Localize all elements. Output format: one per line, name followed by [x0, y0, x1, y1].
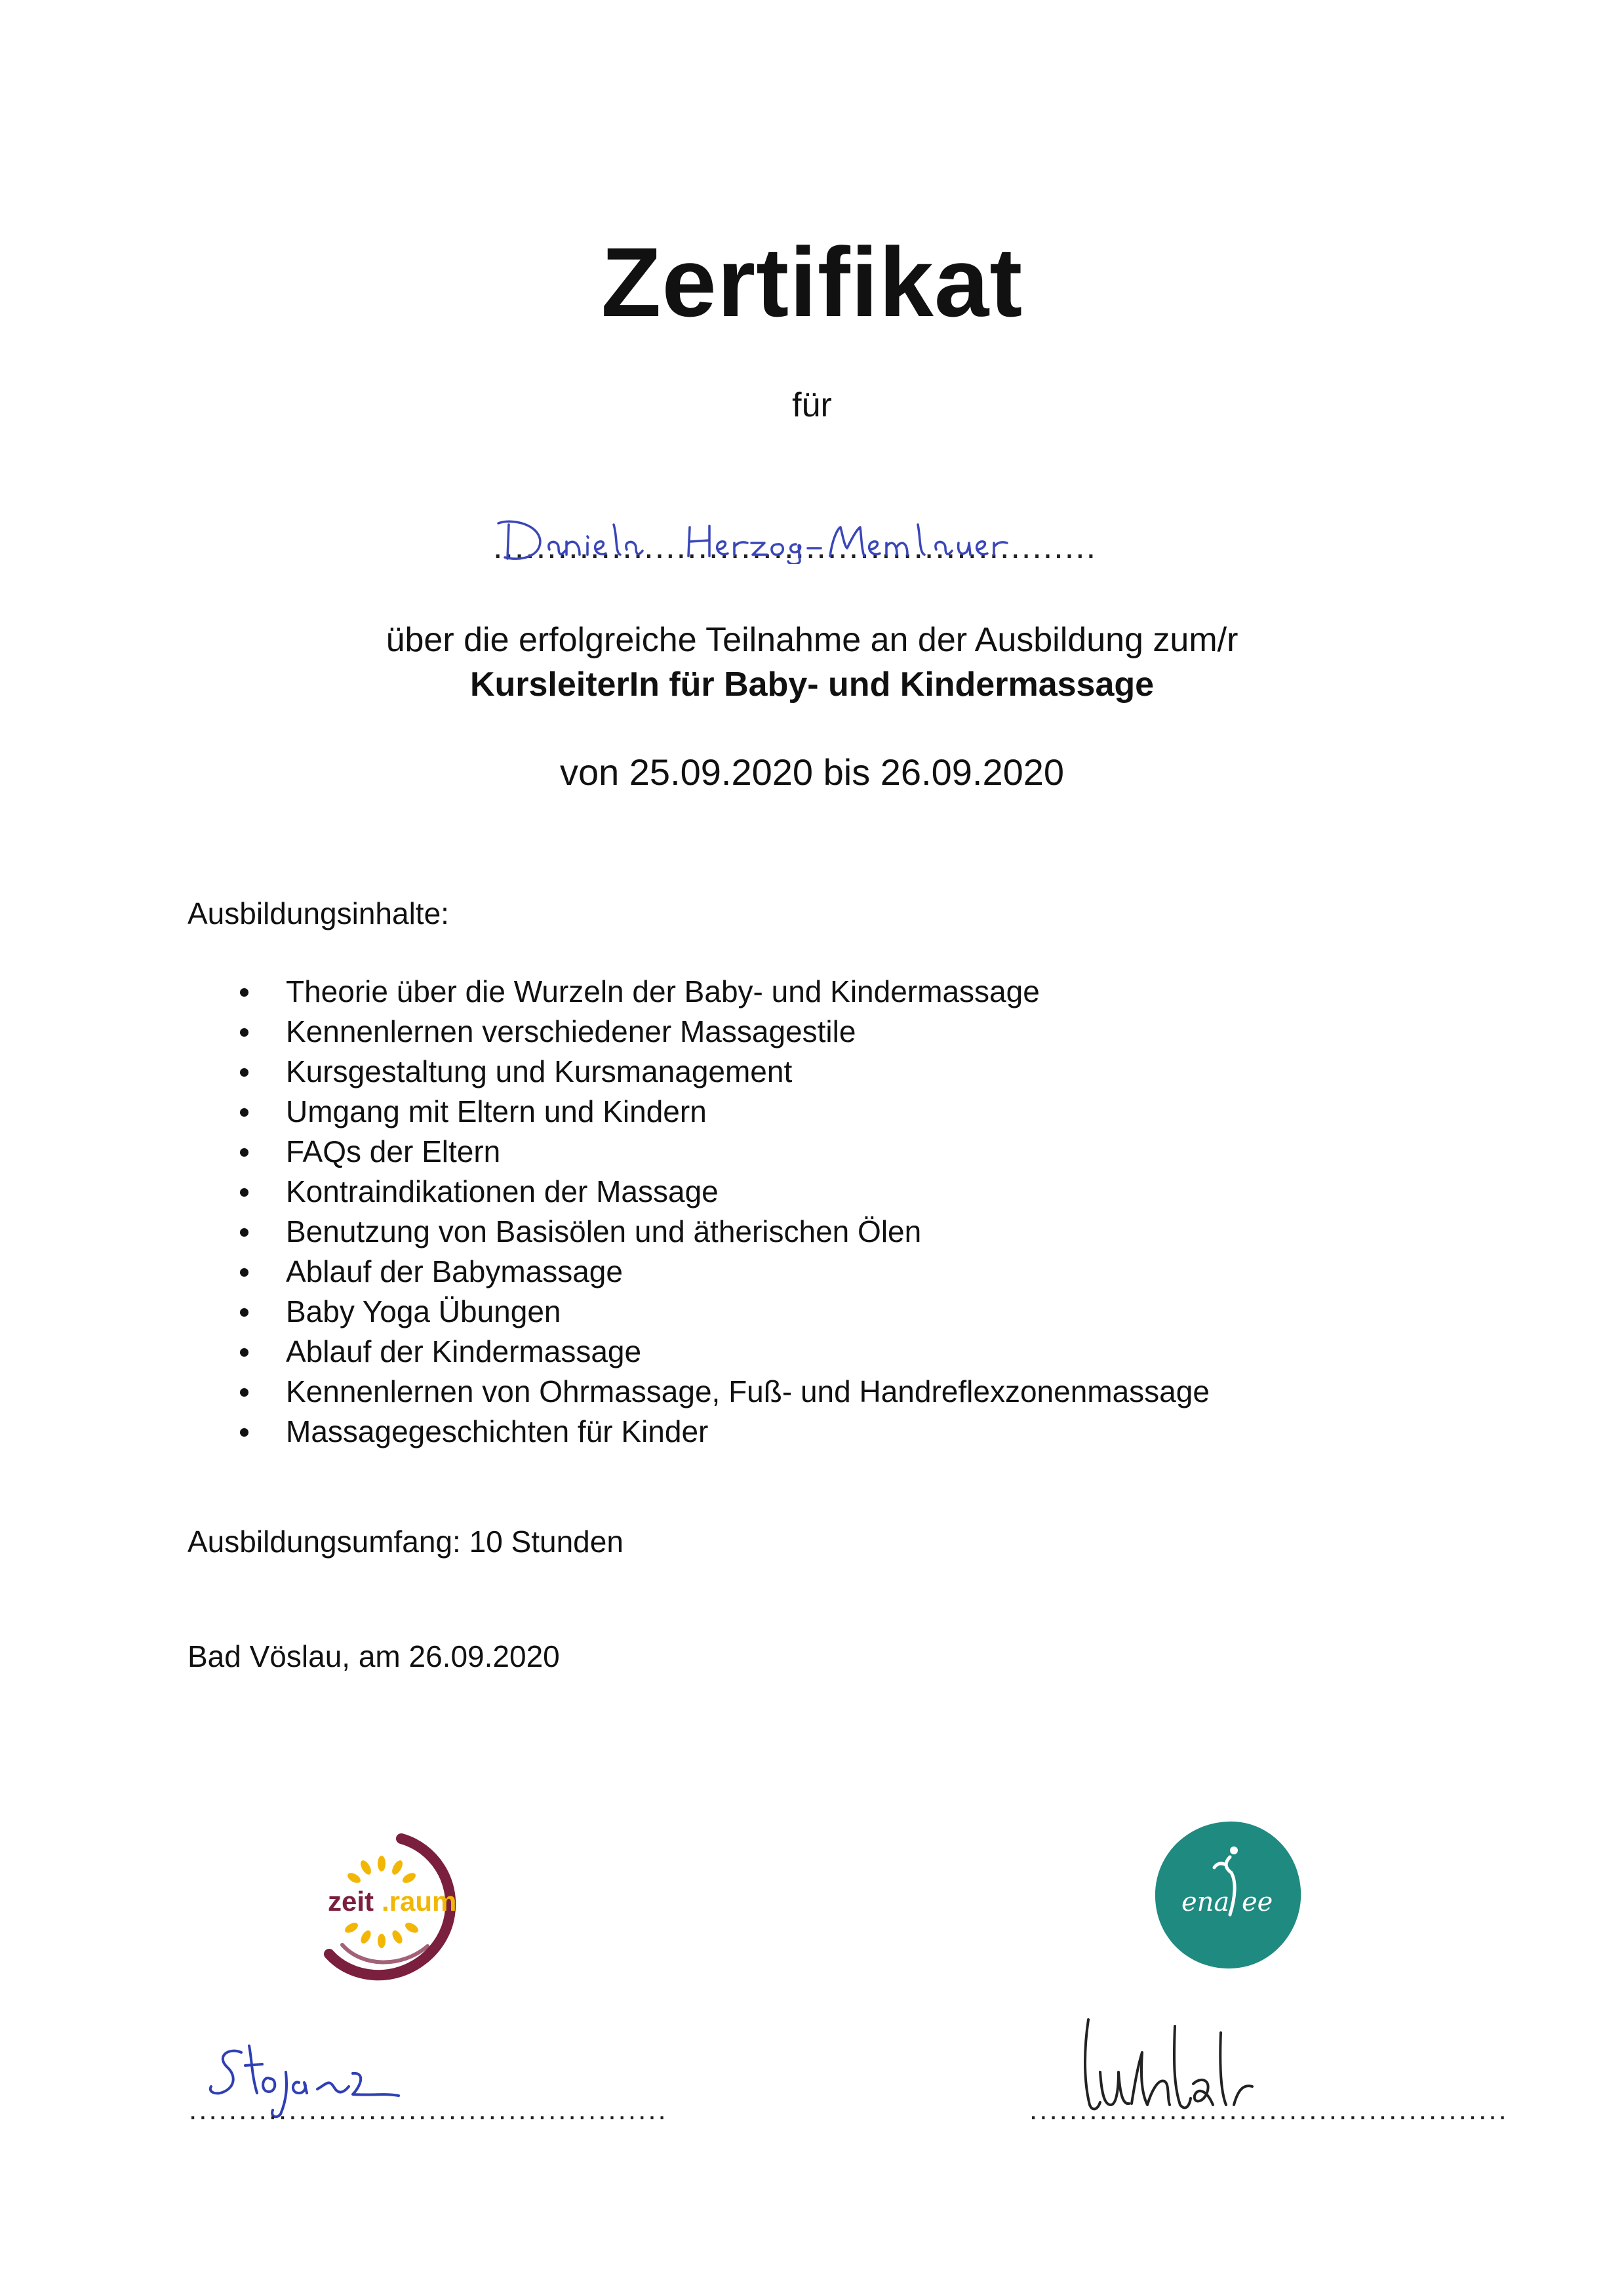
- contents-list: [188, 972, 1210, 1452]
- zeitraum-logo-icon: [303, 1829, 460, 1987]
- place-and-date: Bad Vöslau, am 26.09.2020: [188, 1639, 560, 1673]
- date-range: von 25.09.2020 bis 26.09.2020: [559, 751, 1065, 793]
- list-item: Kennenlernen verschiedener Massagestile: [188, 1012, 1210, 1052]
- list-item: Massagegeschichten für Kinder: [188, 1412, 1210, 1452]
- bullet-icon: [240, 1348, 248, 1357]
- list-item: Kontraindikationen der Massage: [188, 1172, 1210, 1212]
- bullet-icon: [240, 1148, 248, 1157]
- bullet-icon: [240, 1388, 248, 1397]
- bullet-icon: [240, 1028, 248, 1037]
- bullet-icon: [240, 1108, 248, 1117]
- svg-text:.raum: .raum: [382, 1886, 457, 1917]
- list-item: Ablauf der Kindermassage: [188, 1332, 1210, 1372]
- signature-left: [189, 2033, 668, 2126]
- recipient-handwritten-name: [493, 511, 1122, 564]
- svg-text:ee: ee: [1242, 1887, 1273, 1917]
- bullet-icon: [240, 1228, 248, 1237]
- for-label: für: [792, 386, 832, 424]
- signature-right-dots: ................................................: [1029, 2094, 1509, 2126]
- signature-right: [1029, 2006, 1509, 2126]
- list-item: Kennenlernen von Ohrmassage, Fuß- und Handreflexzonenmassage: [188, 1372, 1210, 1412]
- bullet-icon: [240, 1188, 248, 1197]
- recipient-name-field: [493, 518, 1122, 564]
- list-item: FAQs der Eltern: [188, 1132, 1210, 1172]
- signature-left-dots: ................................................: [189, 2094, 668, 2126]
- bullet-icon: [240, 1308, 248, 1317]
- intro-line: über die erfolgreiche Teilnahme an der Ausbildung zum/r: [386, 621, 1238, 659]
- training-scope: Ausbildungsumfang: 10 Stunden: [188, 1525, 624, 1559]
- list-item: Benutzung von Basisölen und ätherischen Ölen: [188, 1212, 1210, 1252]
- certificate-title: Zertifikat: [601, 227, 1023, 337]
- list-item: Theorie über die Wurzeln der Baby- und Kindermassage: [188, 972, 1210, 1012]
- recipient-dotted-line: ........................................................: [493, 528, 1098, 566]
- bullet-icon: [240, 1068, 248, 1077]
- contents-heading: Ausbildungsinhalte:: [188, 896, 449, 930]
- svg-text:zeit: zeit: [328, 1886, 374, 1917]
- list-item: Umgang mit Eltern und Kindern: [188, 1092, 1210, 1132]
- list-item: Baby Yoga Übungen: [188, 1292, 1210, 1332]
- course-title: KursleiterIn für Baby- und Kindermassage: [469, 666, 1155, 704]
- bullet-icon: [240, 1428, 248, 1437]
- bullet-icon: [240, 988, 248, 997]
- svg-text:ena: ena: [1181, 1887, 1230, 1917]
- list-item: Kursgestaltung und Kursmanagement: [188, 1052, 1210, 1092]
- list-item: Ablauf der Babymassage: [188, 1252, 1210, 1292]
- enasee-logo-icon: [1150, 1816, 1307, 1974]
- bullet-icon: [240, 1268, 248, 1277]
